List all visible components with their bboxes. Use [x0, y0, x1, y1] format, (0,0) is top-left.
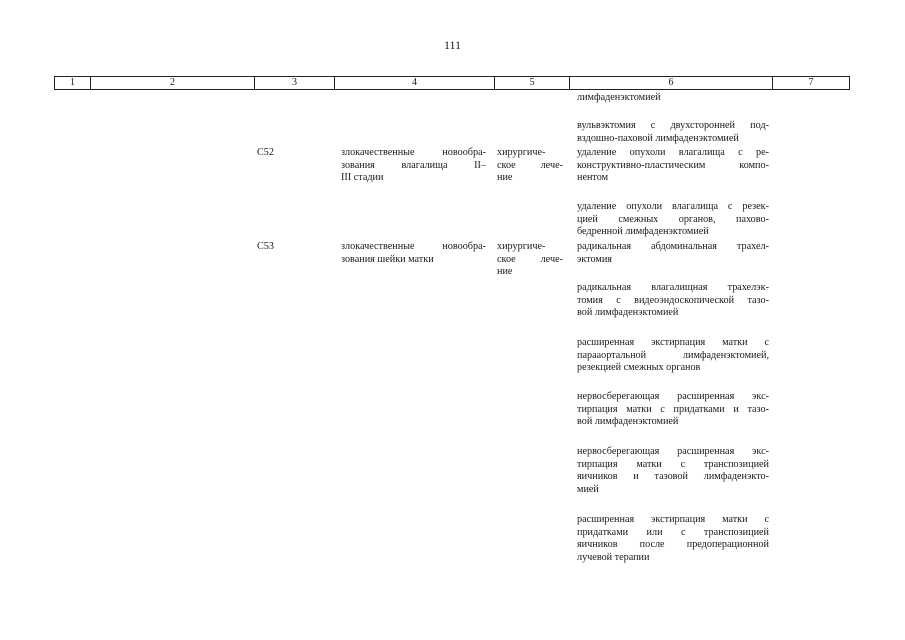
method-text: расширенная экстирпация матки с парааортальной лимфаденэктомией, резекцией смежных органов [577, 337, 769, 374]
column-header-5: 5 [494, 77, 569, 89]
method-text: радикальная абдоминальная трахел- эктомия [577, 241, 769, 265]
column-header-4: 4 [334, 77, 494, 89]
diagnosis-code: C53 [257, 241, 274, 252]
column-header-7: 7 [772, 77, 850, 89]
method-text: нервосберегающая расширенная экс- тирпация матки с транспозицией яичников и тазовой лимфаденэкто- мией [577, 446, 769, 495]
method-text: удаление опухоли влагалища с ре- конструктивно-пластическим компо- нентом [577, 147, 769, 184]
diagnosis-text: злокачественные новообра- зования шейки матки [341, 241, 486, 265]
treatment-text: хирургиче- ское лече- ние [497, 241, 563, 278]
column-header-3: 3 [254, 77, 334, 89]
method-text: нервосберегающая расширенная экс- тирпация матки с придатками и тазо- вой лимфаденэктомией [577, 391, 769, 428]
treatment-text: хирургиче- ское лече- ние [497, 147, 563, 184]
column-header-6: 6 [569, 77, 772, 89]
method-text: радикальная влагалищная трахелэк- томия с видеоэндоскопической тазо- вой лимфаденэктомией [577, 282, 769, 319]
method-text: удаление опухоли влагалища с резек- цией смежных органов, пахово- бедренной лимфаденэктомией [577, 201, 769, 238]
diagnosis-text: злокачественные новообра- зования влагалища II– III стадии [341, 147, 486, 184]
method-text: лимфаденэктомией [577, 92, 661, 103]
diagnosis-code: C52 [257, 147, 274, 158]
method-text: расширенная экстирпация матки с придатками или с транспозицией яичников после предоперационной лучевой терапии [577, 514, 769, 563]
method-text: вульвэктомия с двухсторонней под- вздошно-паховой лимфаденэктомией [577, 120, 769, 144]
table-header-row [54, 76, 850, 90]
column-header-2: 2 [90, 77, 254, 89]
page-number: 111 [443, 38, 462, 52]
column-header-1: 1 [54, 77, 90, 89]
